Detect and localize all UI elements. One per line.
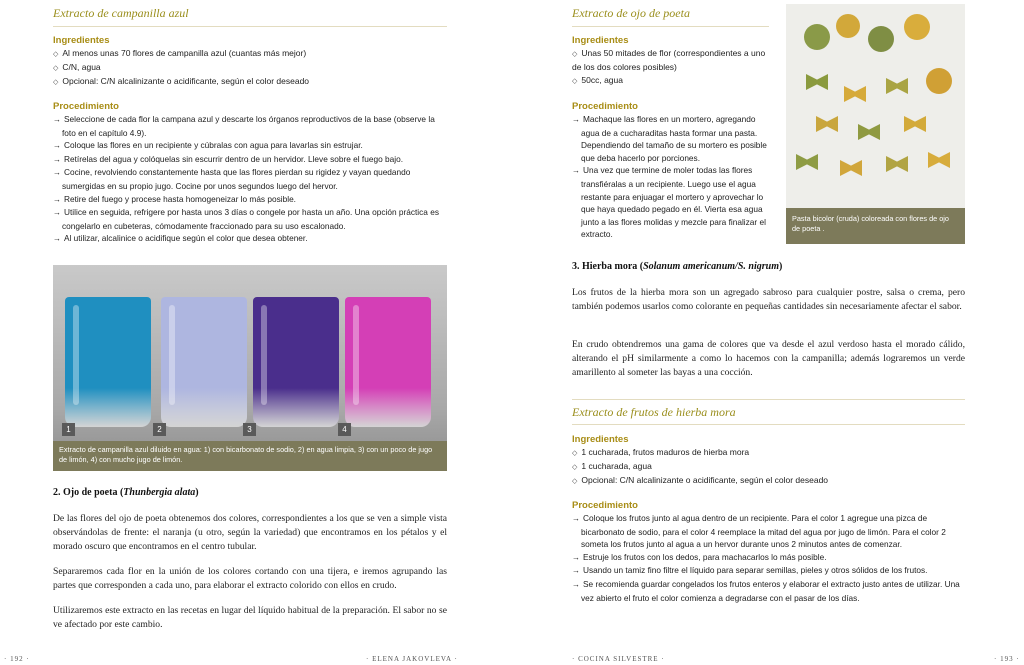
glass-3 [253,297,339,427]
list-item: → Machaque las flores en un mortero, agregando agua de a cucharaditas hasta formar una pasta. Dependiendo del tamaño de su mortero es posible que deba hacerlo por porciones. [572,113,772,164]
list-item: ◇ Al menos unas 70 flores de campanilla azul (cuantas más mejor) [53,47,447,61]
paragraph: Separaremos cada flor en la unión de los colores cortando con una tijera, e iremos agrupando las partes que corresponden a cada uno, para elaborar el extracto colorido con ellos en crudo. [53,566,447,591]
heading-text: ) [778,261,783,272]
list-item: → Cocine, revolviendo constantemente hasta que las flores pierdan su rigidez y vayan quedando sumergidas en su propio jugo. Cocine por unos segundos luego del hervor. [53,166,447,192]
list-item: ◇ 50cc, agua [572,74,772,88]
ingredients-list [53,47,447,89]
glasses-photo [53,265,447,471]
list-item: → Coloque las flores en un recipiente y cúbralas con agua para lavarlas sin estrujar. [53,139,447,153]
list-item: ◇ Opcional: C/N alcalinizante o acidificante, según el color deseado [53,75,447,89]
ingredients-label: Ingredientes [572,434,629,445]
pasta-piece [904,116,926,132]
section-heading [572,261,782,272]
page-number: · 193 · [994,655,1020,663]
paragraph: De las flores del ojo de poeta obtenemos dos colores, correspondientes a los que se ven a simple vista observándolas de frente: el naranja (u otro, según la variedad) que encontramos en los pétalos y el morado oscuro que encontramos en el centro tubular. [53,513,447,552]
recipe-title: Extracto de campanilla azul [53,6,189,20]
photo-caption: Extracto de campanilla azul diluido en agua: 1) con bicarbonato de sodio, 2) en agua limpia, 3) con un poco de jugo de limón, 4) con mucho jugo de limón. [53,441,447,471]
procedure-label: Procedimiento [572,500,638,511]
paragraph: Los frutos de la hierba mora son un agregado sabroso para cualquier postre, salsa o crema, pero también podemos usarlos como colorante en pequeñas cantidades sin necesariamente afectar el sabor. [572,287,965,312]
heading-text: ) [195,487,199,498]
recipe-title: Extracto de ojo de poeta [572,6,690,20]
divider [572,424,965,425]
procedure-label: Procedimiento [53,101,119,112]
list-item: → Una vez que termine de moler todas las flores transfiéralas a un recipiente. Luego use el agua restante para enjuagar el mortero y aprovechar lo que haya quedado pegado en él. Vierta esa agua junto a las flores molidas y mezcle para finalizar el extracto. [572,164,772,241]
glass-1 [65,297,151,427]
divider [53,26,447,27]
photo-number: 4 [338,423,351,436]
list-item: → Se recomienda guardar congelados los frutos enteros y elaborar el extracto justo antes de utilizar. Una vez abierto el fruto el color comienza a degradarse con el pasar de los días. [572,578,965,604]
photo-number: 1 [62,423,75,436]
pasta-piece [926,68,952,94]
list-item: ◇ Unas 50 mitades de flor (correspondientes a uno de los dos colores posibles) [572,47,772,74]
pasta-piece [858,124,880,140]
divider [572,26,769,27]
list-item: → Retire del fuego y procese hasta homogeneizar lo más posible. [53,193,447,207]
list-item: → Estruje los frutos con los dedos, para machacarlos lo más posible. [572,551,965,565]
page-number: · 192 · [4,655,30,663]
list-item: ◇ 1 cucharada, agua [572,460,965,474]
heading-text: 2. Ojo de poeta ( [53,487,124,498]
list-item: ◇ Opcional: C/N alcalinizante o acidificante, según el color deseado [572,474,965,488]
pasta-piece [806,74,828,90]
list-item: → Utilice en seguida, refrigere por hasta unos 3 días o congele por hasta un año. Una opción práctica es congelarlo en cubeteras, cómodamente fraccionado para su uso escalonado. [53,206,447,232]
section-heading [53,487,199,498]
heading-italic: Thunbergia alata [123,487,196,498]
glass-2 [161,297,247,427]
heading-text: 3. Hierba mora ( [572,261,644,272]
list-item: → Usando un tamiz fino filtre el líquido para separar semillas, pieles y otros sólidos de los frutos. [572,564,965,578]
pasta-piece [836,14,860,38]
pasta-piece [816,116,838,132]
list-item: ◇ 1 cucharada, frutos maduros de hierba mora [572,446,965,460]
paragraph: En crudo obtendremos una gama de colores que va desde el azul verdoso hasta el morado cálido, alterando el pH similarmente a como lo hacemos con la campanilla; además lograremos un verde amarillento al someter las bayas a una cocción. [572,339,965,378]
pasta-piece [844,86,866,102]
procedure-label: Procedimiento [572,101,638,112]
paragraph: Utilizaremos este extracto en las recetas en lugar del líquido habitual de la preparación. El sabor no se ve afectado por este cambio. [53,605,447,630]
pasta-piece [804,24,830,50]
list-item: → Seleccione de cada flor la campana azul y descarte los órganos reproductivos de la base (observe la foto en el capítulo 4.9). [53,113,447,139]
ingredients-label: Ingredientes [53,35,110,46]
photo-number: 3 [243,423,256,436]
glass-4 [345,297,431,427]
running-footer: · ELENA JAKOVLEVA · [366,655,458,663]
pasta-piece [886,156,908,172]
list-item: ◇ C/N, agua [53,61,447,75]
heading-italic: Solanum americanum/S. nigrum [643,261,779,272]
pasta-piece [928,152,950,168]
divider [572,399,965,400]
pasta-piece [868,26,894,52]
running-footer: · COCINA SILVESTRE · [572,655,665,663]
photo-number: 2 [153,423,166,436]
procedure-list [572,512,965,604]
list-item: → Al utilizar, alcalinice o acidifique según el color que desea obtener. [53,232,447,246]
pasta-piece [796,154,818,170]
list-item: → Coloque los frutos junto al agua dentro de un recipiente. Para el color 1 agregue una pizca de bicarbonato de sodio, para el color 4 reemplace la mitad del agua por jugo de limón. Para el color 2 someta los frutos junto al agua a un hervor durante unos 2 minutos antes de comenzar. [572,512,965,551]
recipe-title: Extracto de frutos de hierba mora [572,405,736,419]
right-page [512,0,1024,665]
procedure-list [572,113,772,241]
ingredients-label: Ingredientes [572,35,629,46]
pasta-photo [786,4,965,244]
photo-caption: Pasta bicolor (cruda) coloreada con flores de ojo de poeta . [786,208,965,244]
procedure-list [53,113,447,246]
pasta-piece [904,14,930,40]
pasta-piece [886,78,908,94]
pasta-piece [840,160,862,176]
ingredients-list [572,446,965,488]
ingredients-list [572,47,772,88]
list-item: → Retírelas del agua y colóquelas sin escurrir dentro de un hervidor. Lleve sobre el fuego bajo. [53,153,447,167]
